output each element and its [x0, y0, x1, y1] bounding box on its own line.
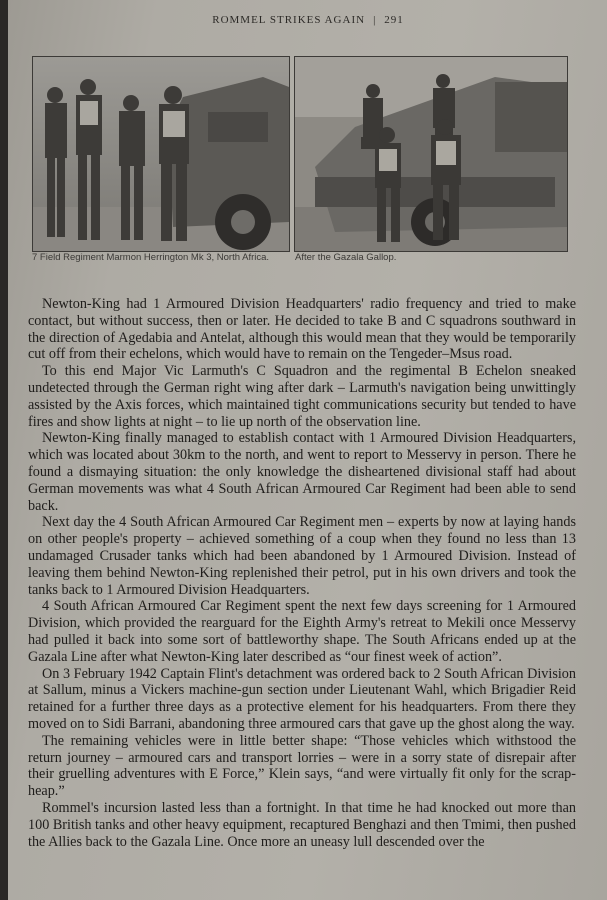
paragraph: To this end Major Vic Larmuth's C Squadron and the regimental B Echelon sneaked undetected through the German right wing after dark – Larmuth's navigation being unwittingly assisted by the Axis forces, which maintained tight communications security but tended to have fires and show lights at night – to lie up north of the observation line. — [28, 363, 576, 430]
paragraph: The remaining vehicles were in little better shape: “Those vehicles which withstood the return journey – armoured cars and transport lorries – were in a sorry state of disrepair after their gruelling adventures with E Force,” Klein says, “and were virtually fit only for the scrap-heap.” — [28, 732, 576, 800]
page-number: 291 — [384, 14, 404, 26]
body-text — [28, 296, 576, 850]
photo-gazala-gallop — [294, 56, 568, 252]
book-page — [8, 0, 607, 900]
figure-caption-left: 7 Field Regiment Marmon Herrington Mk 3, North Africa. — [32, 252, 270, 263]
photo-marmon-herrington — [32, 56, 290, 252]
chapter-title: ROMMEL STRIKES AGAIN — [212, 14, 366, 26]
paragraph: 4 South African Armoured Car Regiment spent the next few days screening for 1 Armoured Division, which provided the rearguard for the Eighth Army's retreat to Mekili once Messervy had pulled it back into some sort of battleworthy shape. The South Africans ended up at the Gazala Line after what Newton-King later described as “our finest week of action”. — [28, 598, 576, 665]
photo-gazala-gallop-image — [295, 57, 567, 251]
paragraph: Newton-King finally managed to establish contact with 1 Armoured Division Headquarters, which was located about 30km to the north, and went to report to Messervy in person. There he found a dismaying situation: the only knowledge the disheartened divisional staff had about German movements was what 4 South African Armoured Car Regiment had been able to send back. — [28, 430, 576, 514]
paragraph: Newton-King had 1 Armoured Division Headquarters' radio frequency and tried to make contact, but without success, then or later. He decided to take B and C squadrons southward in the direction of Agedabia and Antelat, although this would mean that they would be temporarily cut off from their echelons, which would have to remain on the Tengeder–Msus road. — [28, 296, 576, 363]
paragraph: On 3 February 1942 Captain Flint's detachment was ordered back to 2 South African Division at Sallum, minus a Vickers machine-gun section under Lieutenant Wahl, which Brigadier Reid retained for a further three days as a protective element for his headquarters. From there they moved on to Sidi Barrani, abandoning three armoured cars that gave up the ghost along the way. — [28, 665, 576, 732]
paragraph: Rommel's incursion lasted less than a fortnight. In that time he had knocked out more than 100 British tanks and other heavy equipment, recaptured Benghazi and then Tmimi, then pushed the Allies back to the Gazala Line. Once more an uneasy lull descended over the — [28, 799, 576, 850]
running-head — [158, 14, 458, 26]
figure-caption-right: After the Gazala Gallop. — [295, 252, 397, 263]
photo-marmon-herrington-image — [33, 57, 289, 251]
paragraph: Next day the 4 South African Armoured Car Regiment men – experts by now at laying hands on other people's property – achieved something of a coup when they found no less than 13 undamaged Crusader tanks which had been abandoned by 1 Armoured Division. Instead of leaving them behind Newton-King replenished their petrol, put in his own drivers and took the tanks back to 1 Armoured Division Headquarters. — [28, 514, 576, 598]
header-separator: | — [373, 14, 377, 26]
